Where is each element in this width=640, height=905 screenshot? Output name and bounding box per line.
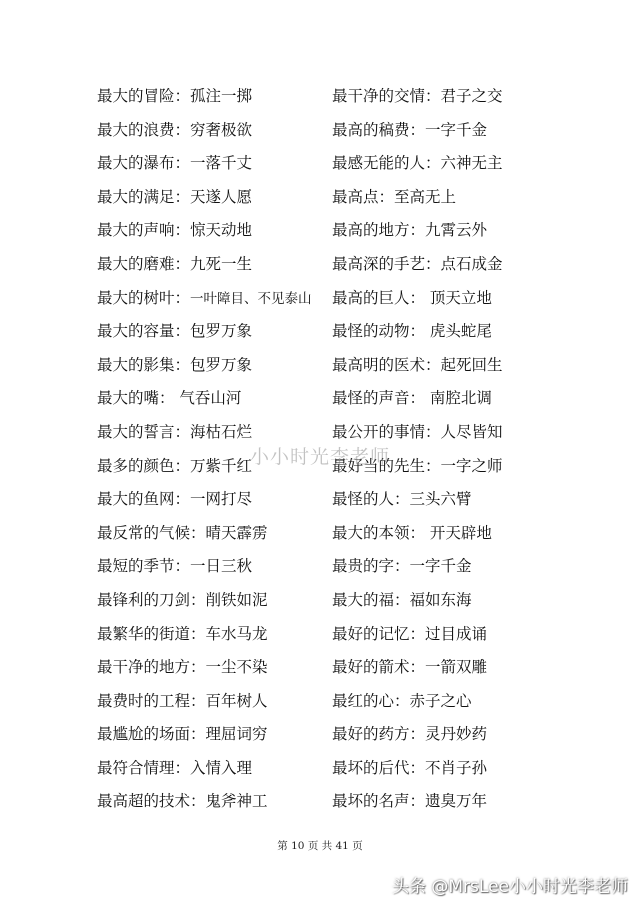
idiom-text: 最大的誓言：海枯石烂 (97, 422, 253, 441)
idiom-row (97, 550, 312, 584)
idiom-text: 最高深的手艺：点石成金 (332, 254, 503, 273)
idiom-text: 最好的箭术：一箭双雕 (332, 658, 488, 677)
idiom-text: 最大的本领： 开天辟地 (332, 523, 492, 542)
idiom-row (97, 584, 312, 618)
idiom-row (97, 147, 312, 181)
idiom-row (97, 785, 312, 819)
idiom-row (332, 181, 503, 215)
idiom-text: 最高的稿费：一字千金 (332, 120, 488, 139)
idiom-text: 最锋利的刀剑：削铁如泥 (97, 590, 268, 609)
idiom-text: 最大的声响：惊天动地 (97, 221, 253, 240)
idiom-row (97, 483, 312, 517)
idiom-text: 最坏的后代：不肖子孙 (332, 758, 488, 777)
idiom-text: 最坏的名声：遗臭万年 (332, 792, 488, 811)
idiom-text: 最费时的工程：百年树人 (97, 691, 268, 710)
idiom-text: 最红的心：赤子之心 (332, 691, 472, 710)
idiom-row (332, 651, 503, 685)
idiom-text: 最高超的技术：鬼斧神工 (97, 792, 268, 811)
idiom-text: 最大的磨难：九死一生 (97, 254, 253, 273)
page-number-footer: 第 10 页 共 41 页 (277, 840, 363, 852)
idiom-row (332, 80, 503, 114)
idiom-text: 最繁华的街道：车水马龙 (97, 624, 268, 643)
idiom-text-small: 一叶障目、不见泰山 (190, 290, 312, 307)
idiom-text: 最公开的事情：人尽皆知 (332, 422, 503, 441)
idiom-row (97, 517, 312, 551)
idiom-text: 最尴尬的场面：理屈词穷 (97, 725, 268, 744)
idiom-text: 最好当的先生：一字之师 (332, 456, 503, 475)
idiom-text: 最大的鱼网：一网打尽 (97, 490, 253, 509)
idiom-text: 最贵的字：一字千金 (332, 557, 472, 576)
idiom-row (332, 214, 503, 248)
idiom-row (332, 752, 503, 786)
idiom-text: 最符合情理：入情入理 (97, 758, 253, 777)
idiom-row (332, 114, 503, 148)
idiom-row (332, 248, 503, 282)
idiom-row (332, 517, 503, 551)
idiom-row (97, 718, 312, 752)
idiom-text: 最高的地方：九霄云外 (332, 221, 488, 240)
idiom-row (97, 248, 312, 282)
idiom-row (332, 382, 503, 416)
idiom-text: 最大的浪费：穷奢极欲 (97, 120, 253, 139)
idiom-row (97, 282, 312, 316)
idiom-row (97, 752, 312, 786)
idiom-text: 最大的影集：包罗万象 (97, 355, 253, 374)
idiom-row (332, 718, 503, 752)
idiom-text: 最大的瀑布：一落千丈 (97, 154, 253, 173)
idiom-text: 最大的容量：包罗万象 (97, 322, 253, 341)
idiom-row (97, 315, 312, 349)
idiom-row (332, 785, 503, 819)
idiom-text: 最好的记忆：过目成诵 (332, 624, 488, 643)
idiom-text: 最多的颜色：万紫千红 (97, 456, 253, 475)
idiom-row (332, 282, 503, 316)
idiom-text: 最大的树叶： (97, 288, 191, 307)
idiom-text: 最大的冒险：孤注一掷 (97, 87, 253, 105)
idiom-row (332, 618, 503, 652)
idiom-row (97, 618, 312, 652)
idiom-text: 最怪的动物： 虎头蛇尾 (332, 322, 492, 341)
idiom-text: 最大的福：福如东海 (332, 590, 472, 609)
idiom-text: 最高明的医术：起死回生 (332, 355, 503, 374)
idiom-text: 最反常的气候：晴天霹雳 (97, 523, 268, 542)
idiom-row (97, 382, 312, 416)
idiom-text: 最怪的声音： 南腔北调 (332, 389, 492, 408)
watermark-text: 小小时光李老师 (250, 446, 391, 468)
idiom-text: 最大的嘴： 气吞山河 (97, 389, 242, 408)
source-attribution: 头条 @MrsLee小小时光李老师 (391, 877, 628, 897)
idiom-row (332, 349, 503, 383)
idiom-row (97, 214, 312, 248)
idiom-row (97, 651, 312, 685)
idiom-row (97, 685, 312, 719)
idiom-row (97, 80, 312, 114)
idiom-row (97, 349, 312, 383)
idiom-text: 最大的满足：天遂人愿 (97, 187, 253, 206)
idiom-row (332, 584, 503, 618)
idiom-text: 最好的药方：灵丹妙药 (332, 725, 488, 744)
idiom-row (97, 114, 312, 148)
idiom-text: 最感无能的人：六神无主 (332, 154, 503, 173)
idiom-text: 最怪的人：三头六臂 (332, 490, 472, 509)
idiom-text: 最短的季节：一日三秋 (97, 557, 253, 576)
idiom-row (332, 147, 503, 181)
idiom-row (332, 685, 503, 719)
idiom-text: 最干净的交情：君子之交 (332, 87, 503, 105)
idiom-row (332, 315, 503, 349)
idiom-row (97, 181, 312, 215)
idiom-text: 最干净的地方：一尘不染 (97, 658, 268, 677)
idiom-text: 最高的巨人： 顶天立地 (332, 288, 492, 307)
idiom-row (332, 550, 503, 584)
idiom-row (332, 483, 503, 517)
idiom-text: 最高点：至高无上 (332, 187, 457, 206)
